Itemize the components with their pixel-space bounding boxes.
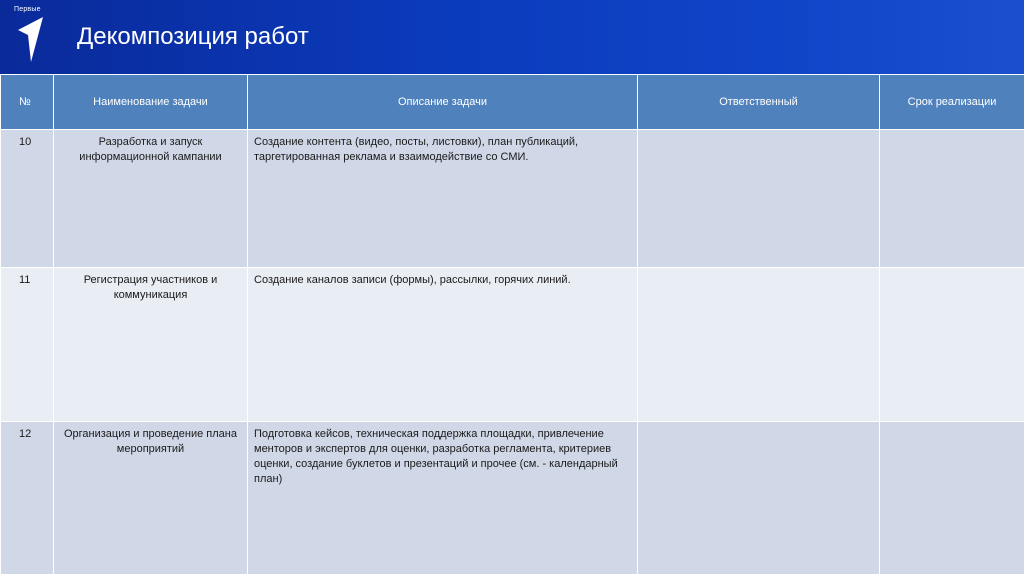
column-header-task-description: Описание задачи	[248, 75, 638, 130]
column-header-responsible: Ответственный	[638, 75, 880, 130]
logo-text: Первые	[14, 6, 41, 13]
page-title: Декомпозиция работ	[77, 23, 309, 50]
task-responsible	[638, 130, 880, 268]
tasks-table	[0, 74, 1024, 574]
task-description: Создание контента (видео, посты, листовки), план публикаций, таргетированная реклама и взаимодействие со СМИ.	[248, 130, 638, 268]
table-row	[1, 422, 1024, 574]
table-row	[1, 268, 1024, 422]
column-header-number: №	[1, 75, 54, 130]
task-deadline	[880, 268, 1024, 422]
task-number: 11	[1, 268, 54, 422]
task-description: Подготовка кейсов, техническая поддержка площадки, привлечение менторов и экспертов для оценки, разработка регламента, критериев оценки, создание буклетов и презентаций и прочее (см. - календарный план)	[248, 422, 638, 574]
task-responsible	[638, 422, 880, 574]
task-description: Создание каналов записи (формы), рассылки, горячих линий.	[248, 268, 638, 422]
header-bar	[0, 0, 1024, 74]
logo-icon	[14, 15, 46, 63]
task-name: Регистрация участников и коммуникация	[54, 268, 248, 422]
task-responsible	[638, 268, 880, 422]
task-deadline	[880, 422, 1024, 574]
task-number: 12	[1, 422, 54, 574]
task-number: 10	[1, 130, 54, 268]
task-name: Разработка и запуск информационной кампании	[54, 130, 248, 268]
column-header-task-name: Наименование задачи	[54, 75, 248, 130]
task-deadline	[880, 130, 1024, 268]
column-header-deadline: Срок реализации	[880, 75, 1024, 130]
table-header-row	[1, 75, 1024, 130]
table-row	[1, 130, 1024, 268]
task-name: Организация и проведение плана мероприятий	[54, 422, 248, 574]
